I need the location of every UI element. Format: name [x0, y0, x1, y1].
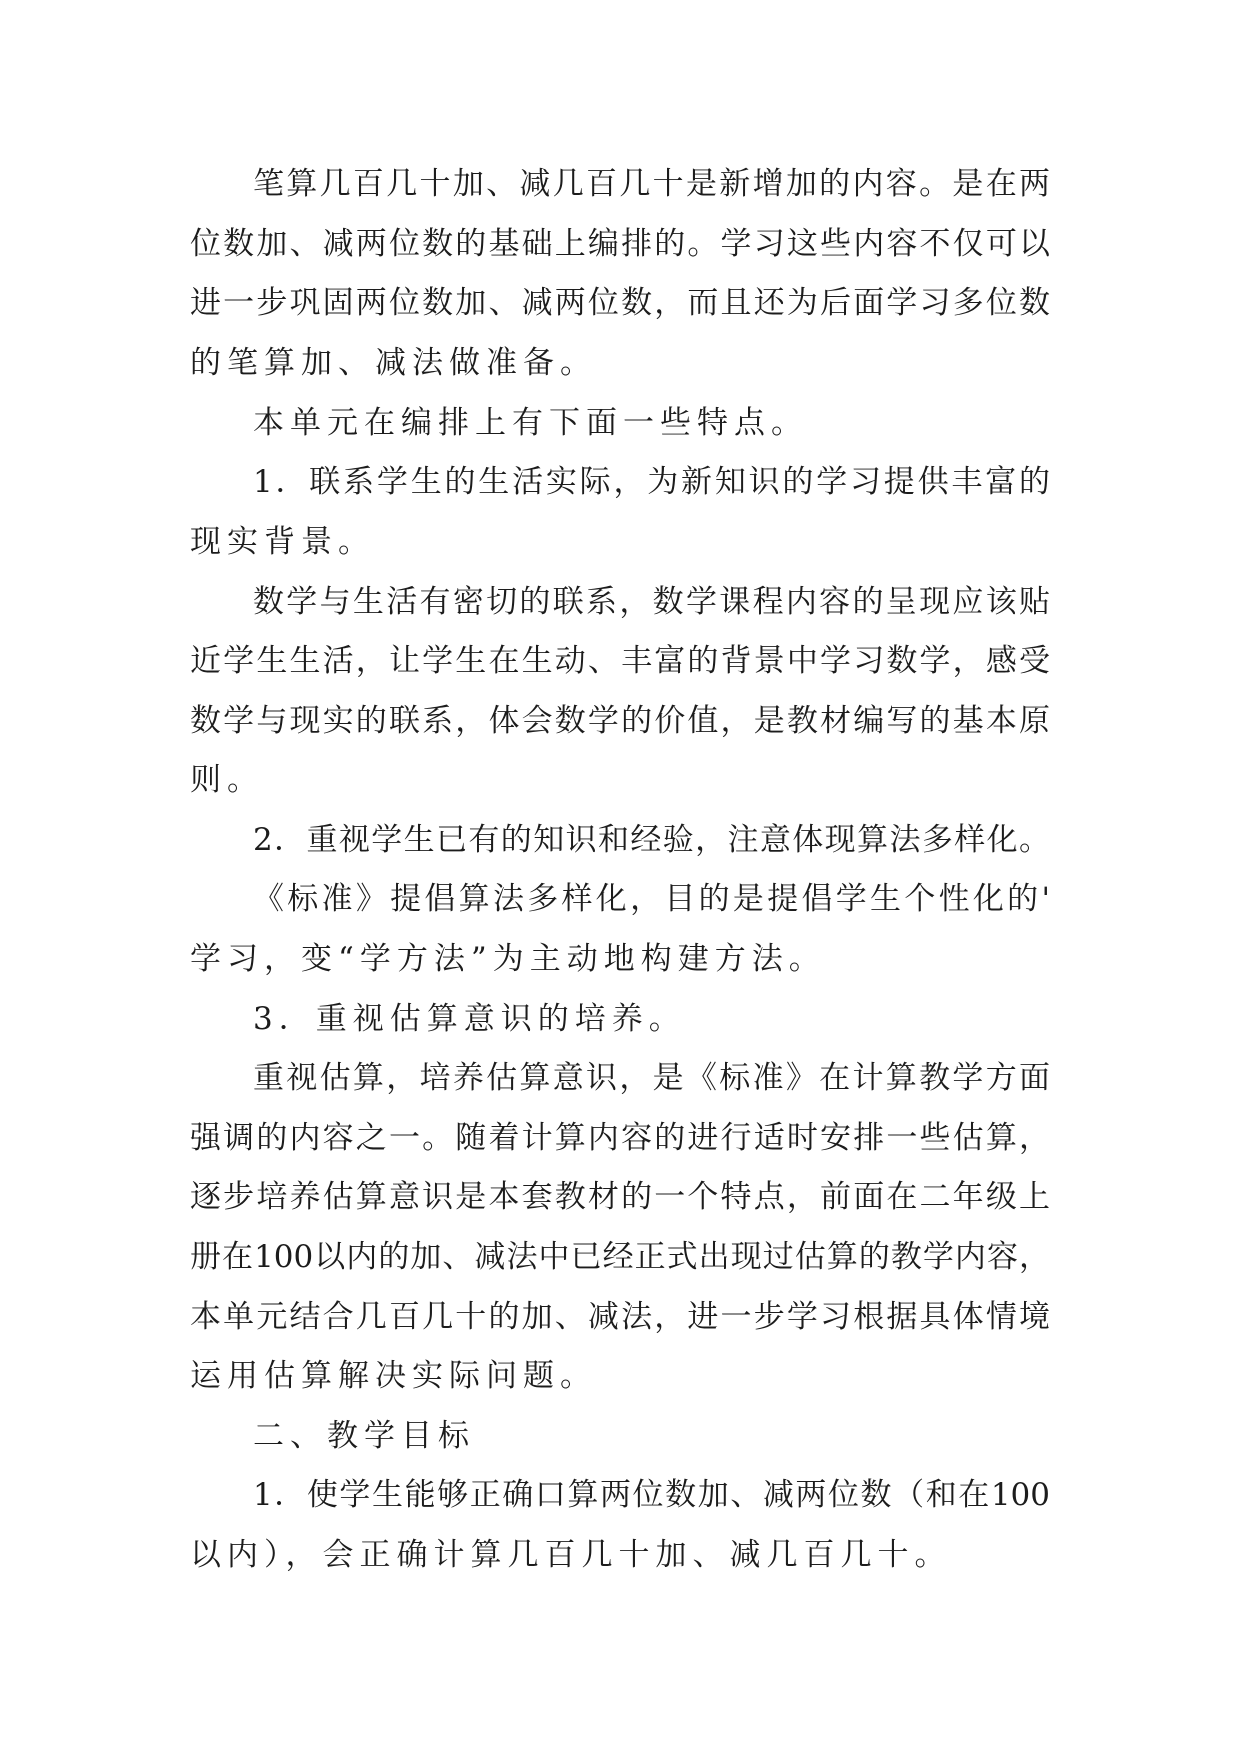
list-item-heading: 2．重视学生已有的知识和经验，注意体现算法多样化。 — [253, 822, 1050, 858]
text-line: 进一步巩固两位数加、减两位数，而且还为后面学习多位数 — [190, 285, 1050, 321]
list-item-heading: 3．重视估算意识的培养。 — [253, 1001, 686, 1037]
list-item-heading: 1．联系学生的生活实际，为新知识的学习提供丰富的 — [253, 464, 1050, 500]
text-line: 现实背景。 — [190, 524, 375, 560]
text-line: 本单元在编排上有下面一些特点。 — [253, 405, 808, 441]
text-line: 以内），会正确计算几百几十加、减几百几十。 — [190, 1537, 952, 1573]
text-line: 本单元结合几百几十的加、减法，进一步学习根据具体情境 — [190, 1299, 1050, 1335]
text-line: 册在100以内的加、减法中已经正式出现过估算的教学内容， — [190, 1239, 1050, 1275]
text-line: 学习，变“学方法”为主动地构建方法。 — [190, 941, 826, 977]
text-line: 《标准》提倡算法多样化，目的是提倡学生个性化的' — [253, 881, 1050, 917]
text-line: 数学与现实的联系，体会数学的价值，是教材编写的基本原 — [190, 703, 1050, 739]
list-item-heading: 1．使学生能够正确口算两位数加、减两位数（和在100 — [253, 1477, 1050, 1513]
text-line: 运用估算解决实际问题。 — [190, 1358, 597, 1394]
text-line: 数学与生活有密切的联系，数学课程内容的呈现应该贴 — [253, 584, 1050, 620]
text-line: 则。 — [190, 762, 264, 798]
text-line: 笔算几百几十加、减几百几十是新增加的内容。是在两 — [253, 166, 1050, 202]
text-line: 逐步培养估算意识是本套教材的一个特点，前面在二年级上 — [190, 1179, 1050, 1215]
text-line: 强调的内容之一。随着计算内容的进行适时安排一些估算， — [190, 1120, 1050, 1156]
text-line: 重视估算，培养估算意识，是《标准》在计算教学方面 — [253, 1060, 1050, 1096]
text-line: 近学生生活，让学生在生动、丰富的背景中学习数学，感受 — [190, 643, 1050, 679]
text-line: 位数加、减两位数的基础上编排的。学习这些内容不仅可以 — [190, 226, 1050, 262]
text-line: 的笔算加、减法做准备。 — [190, 345, 597, 381]
section-heading: 二、教学目标 — [253, 1418, 475, 1454]
